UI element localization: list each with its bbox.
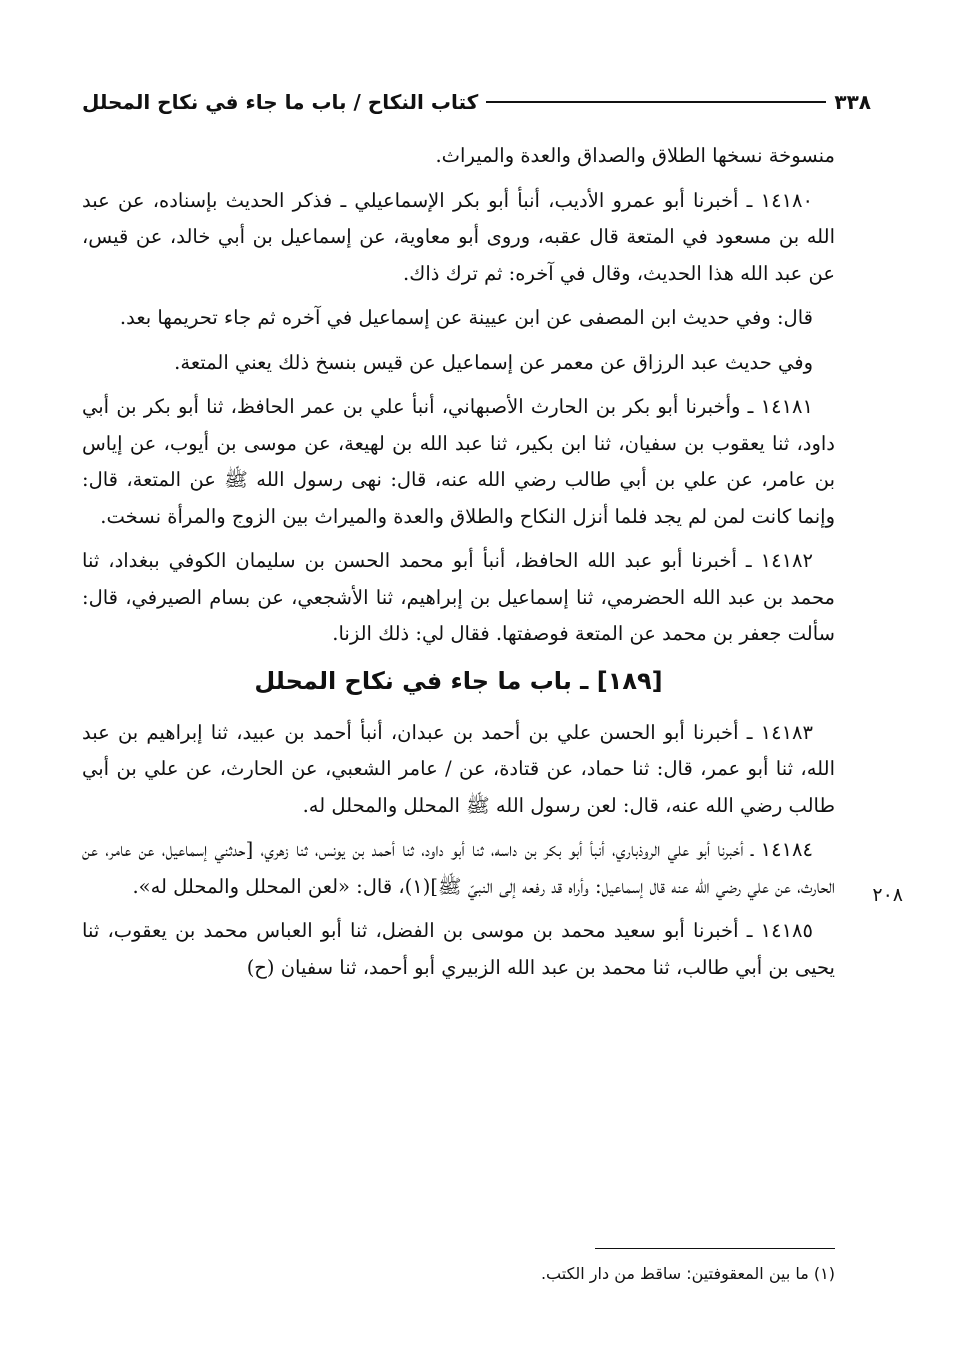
page-number: ٣٣٨ xyxy=(834,90,871,114)
margin-page-reference: ٢٠٨ xyxy=(872,884,903,906)
paragraph: منسوخة نسخها الطلاق والصداق والعدة والميراث. xyxy=(435,144,835,167)
running-header xyxy=(82,84,871,120)
paragraph: ١٤١٨٠ ـ أخبرنا أبو عمرو الأديب، أنبأ أبو بكر الإسماعيلي ـ فذكر الحديث بإسناده، عن عبد الله بن مسعود في المتعة قال عقبه، وروى أبو معاوية، عن إسماعيل بن أبي خالد، عن قيس، عن عبد الله هذا الحديث، وقال في آخره: ثم ترك ذاك. xyxy=(82,188,835,285)
footnote-rule xyxy=(595,1248,835,1249)
paragraph: قال: وفي حديث ابن المصفى عن ابن عيينة عن إسماعيل في آخره ثم جاء تحريمها بعد. xyxy=(119,306,813,329)
running-title: كتاب النكاح / باب ما جاء في نكاح المحلل xyxy=(82,90,479,114)
paragraph: ١٤١٨١ ـ وأخبرنا أبو بكر بن الحارث الأصبهاني، أنبأ علي بن عمر الحافظ، ثنا أبو بكر بن أبي داود، ثنا يعقوب بن سفيان، ثنا ابن بكير، ثنا عبد الله بن لهيعة، عن موسى بن أيوب، عن إياس بن عامر، عن علي بن أبي طالب رضي الله عنه، قال: نهى رسول الله ﷺ عن المتعة، قال: وإنما كانت لمن لم يجد فلما أنزل النكاح والطلاق والعدة والميراث بين الزوج والمرأة نسخت. xyxy=(82,395,835,528)
paragraph: ١٤١٨٤ ـ أخبرنا أبو علي الروذباري، أنبأ أبو بكر بن داسه، ثنا أبو داود، ثنا أحمد بن يونس، ثنا زهري، [حدثني إسماعيل، عن عامر، عن الحارث، عن علي رضي الله عنه قال إسماعيل: وأراه قد رفعه إلى النبيّ ﷺ](١)، قال: «لعن المحلل والمحلل له». xyxy=(82,838,835,898)
paragraph: ١٤١٨٥ ـ أخبرنا أبو سعيد محمد بن موسى بن الفضل، ثنا أبو العباس محمد بن يعقوب، ثنا يحيى بن أبي طالب، ثنا محمد بن عبد الله الزبيري أبو أحمد، ثنا سفيان (ح) xyxy=(82,919,835,979)
header-rule xyxy=(486,101,826,103)
paragraph: ١٤١٨٢ ـ أخبرنا أبو عبد الله الحافظ، أنبأ أبو محمد الحسن بن سليمان الكوفي ببغداد، ثنا محمد بن عبد الله الحضرمي، ثنا إسماعيل بن إبراهيم، ثنا الأشجعي، عن بسام الصيرفي، قال: سألت جعفر بن محمد عن المتعة فوصفتها. فقال لي: ذلك الزنا. xyxy=(82,549,835,645)
footnote: (١) ما بين المعقوفتين: ساقط من دار الكتب. xyxy=(540,1264,835,1283)
paragraph: وفي حديث عبد الرزاق عن معمر عن إسماعيل عن قيس بنسخ ذلك يعني المتعة. xyxy=(174,350,813,374)
section-title: [١٨٩] ـ باب ما جاء في نكاح المحلل xyxy=(254,666,663,695)
main-text xyxy=(82,138,835,994)
paragraph: ١٤١٨٣ ـ أخبرنا أبو الحسن علي بن أحمد بن عبدان، أنبأ أحمد بن عبيد، ثنا إبراهيم بن عبد الله، ثنا أبو عمر، قال: ثنا حماد، عن قتادة، عن / عامر الشعبي، عن الحارث، عن علي بن أبي طالب رضي الله عنه، قال: لعن رسول الله ﷺ المحلل والمحلل له. xyxy=(82,720,835,817)
